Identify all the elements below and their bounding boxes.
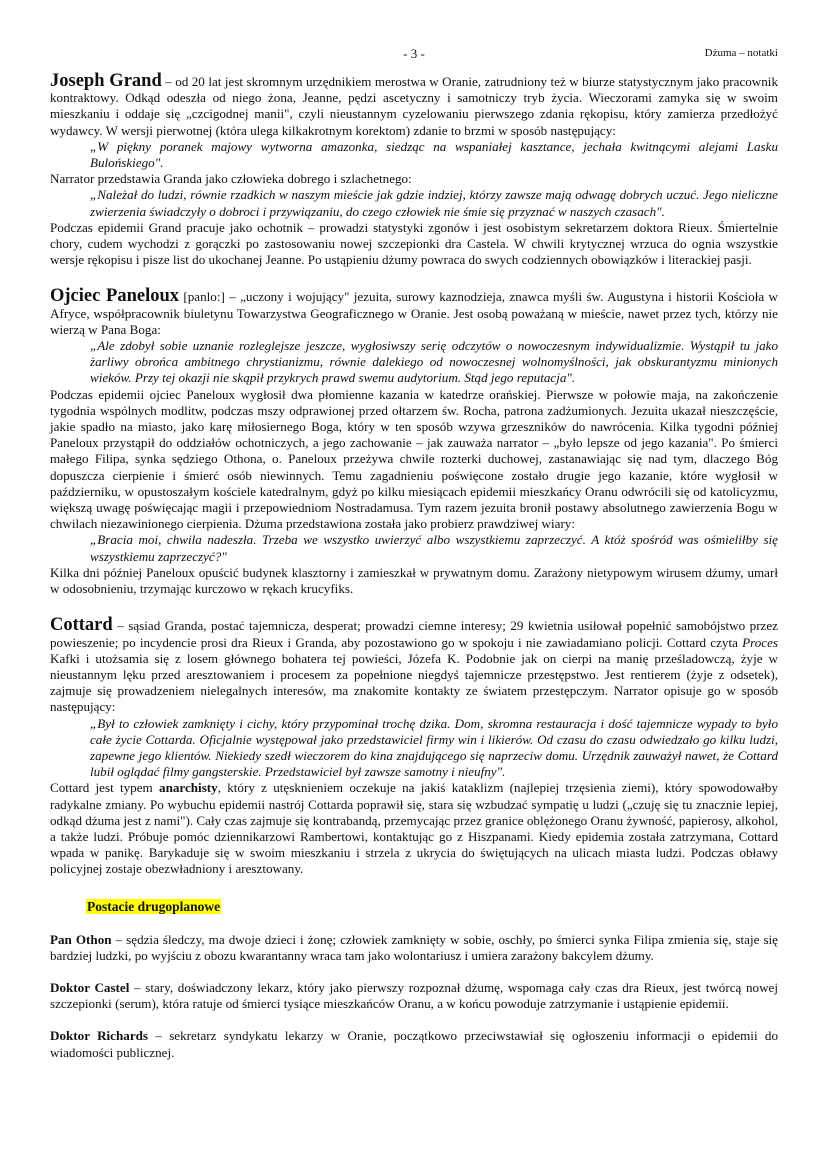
paragraph: Narrator przedstawia Granda jako człowieka dobrego i szlachetnego: <box>50 171 412 187</box>
page-number: - 3 - <box>403 46 425 61</box>
paragraph <box>50 932 778 964</box>
secondary-characters-heading: Postacie drugoplanowe <box>87 898 221 914</box>
paragraph-text: – sekretarz syndykatu lekarzy w Oranie, początkowo przeciwstawiał się ogłoszeniu informacji o epidemii do wiadomości publicznej. <box>50 1028 778 1060</box>
paragraph: Podczas epidemii ojciec Paneloux wygłosił dwa płomienne kazania w katedrze orańskiej. Pierwsze w połowie maja, na zakończenie tygodnia wspólnych modlitw, podczas mszy odprawionej przed ołtarzem św. Rocha, patrona zadżumionych. Jezuita ukazał nieszczęście, jakie spadło na miasto, jako karę miłosiernego Boga, który w ten sposób wzywa grzeszników do nawrócenia. Kilka tygodni później Paneloux przystąpił do oddziałów ochotniczych, a jego zachowanie – jak zauważa narrator – „było lepsze od jego kazania". Po śmierci małego Filipa, synka sędziego Othona, o. Paneloux przeżywa chwile rozterki duchowej, zastanawiając się nad tym, dlaczego Bóg dopuszcza cierpienie i śmierć osób niewinnych. Temu zagadnieniu poświęcone zostało drugie jego kazanie, które wygłosił w październiku, w opustoszałym kościele katedralnym, gdyż po kilku miesiącach epidemii mieszkańcy Oranu odwrócili się od katolicyzmu, większą uwagę poświęcając magii i przepowiedniom Nostradamusa. Tym razem jezuita bronił postawy absolutnego zawierzenia Bogu w chwilach niezawinionego cierpienia. Dżuma przedstawiona została jako probierz prawdziwej wiary: <box>50 386 778 532</box>
paragraph <box>50 980 778 1012</box>
section-pan-othon <box>50 932 778 964</box>
paragraph <box>50 288 778 338</box>
section-doktor-richards <box>50 1028 778 1060</box>
emphasis: anarchisty <box>159 780 218 796</box>
quote: „Ale zdobył sobie uznanie rozleglejsze jeszcze, wygłosiwszy serię odczytów o nowoczesnym indywidualizmie. Wystąpił tu jako żarliwy obrońca ambitnego chrystianizmu, równie dalekiego od nowoczesnej wolnomyślności, jak obskurantyzmu minionych wieków. Przy tej okazji nie skąpił przykrych prawd swemu audytorium. Stąd jego reputacja". <box>90 338 778 386</box>
paragraph-text: – „uczony i wojujący" jezuita, surowy kaznodzieja, znawca myśli św. Augustyna i historii Kościoła w Afryce, współpracownik biuletynu Towarzystwa Geograficznego w Oranie. Jest osobą poważaną w mieście, nawet przez tych, którzy nie wierzą w Pana Boga: <box>50 289 778 337</box>
book-title: Proces <box>742 634 778 650</box>
paragraph <box>50 780 778 877</box>
paragraph-text: , który z utęsknieniem oczekuje na jakiś kataklizm (najlepiej trzęsienia ziemi), który spowodowałby radykalne zmiany. Po wybuchu epidemii nastrój Cottarda poprawił się, stara się wzbudzać sympatię u ludzi („czuję się tu znacznie lepiej, odkąd dżuma jest z nami"). Cały czas zajmuje się kontrabandą, przemycając przez granice oblężonego Oranu żywność, papierosy, alkohol, a także ludzi. Próbuje pomóc dziennikarzowi Rambertowi, kontaktując go z Hiszpanami. Kiedy epidemia została zatrzymana, Cottard wpada w panikę. Barykaduje się w swoim mieszkaniu i strzela z ukrycia do świętujących na ulicach miasta ludzi. Podczas obławy policyjnej zostaje obezwładniony i aresztowany. <box>50 780 778 877</box>
section-ojciec-paneloux <box>50 288 778 597</box>
character-name: Cottard <box>50 615 113 636</box>
paragraph-text: – stary, doświadczony lekarz, który jako pierwszy rozpoznał dżumę, wspomaga cały czas dra Rieux, jest twórcą nowej szczepionki (serum), która ratuje od śmierci tysiące mieszkańców Oranu, a w końcu powoduje zatrzymanie i ustąpienie epidemii. <box>50 979 779 1012</box>
paragraph: Podczas epidemii Grand pracuje jako ochotnik – prowadzi statystyki zgonów i jest osobistym sekretarzem doktora Rieux. Śmiertelnie chory, cudem wychodzi z gorączki po zastosowaniu nowej szczepionki dra Castela. W chwili krytycznej wrzuca do ognia wszystkie wersje rękopisu i pisze list do ukochanej Jeanne. Po ustąpieniu dżumy powraca do swych codziennych obowiązków i literackiej pasji. <box>50 219 778 268</box>
quote: „Był to człowiek zamknięty i cichy, który przypominał trochę dzika. Dom, skromna restauracja i dość tajemnicze wypady to było całe życie Cottarda. Oficjalnie występował jako przedstawiciel firmy win i likierów. Od czasu do czasu odwiedzało go kilku ludzi, zapewne jego klientów. Niekiedy szedł wieczorem do kina znajdującego się naprzeciw domu. Urzędnik zauważył nawet, że Cottard lubił oglądać filmy gangsterskie. Przedstawiciel był zawsze samotny i nieufny". <box>90 715 778 780</box>
character-name: Pan Othon <box>50 931 112 947</box>
character-name: Ojciec Paneloux <box>50 286 180 307</box>
running-title: Dżuma – notatki <box>704 47 778 59</box>
paragraph-text: – sędzia śledczy, ma dwoje dzieci i żonę; człowiek zamknięty w sobie, oschły, po śmierci synka Filipa zmienia się, staje się bardziej ludzki, po wyjściu z obozu kwarantanny wraca tam jako wolontariusz i umiera zarażony bakcylem dżumy. <box>50 931 778 963</box>
character-name: Doktor Richards <box>50 1028 149 1044</box>
character-name: Joseph Grand <box>50 71 162 91</box>
secondary-characters-heading-wrap <box>86 898 778 916</box>
paragraph-text: Cottard jest typem <box>50 780 160 796</box>
paragraph-text: – od 20 lat jest skromnym urzędnikiem merostwa w Oranie, zatrudniony też w biurze statystycznym jako pracownik kontraktowy. Odkąd odeszła od niego żona, Jeanne, pędzi ascetyczny i samotniczy tryb życia. Wieczorami zamyka się w swoim mieszkaniu i oddaje się „czcigodnej manii", czyli nieustannym cyzelowaniu pierwszego zdania rękopisu, który zamierza przedłożyć wydawcy. W wersji pierwotnej (która ulega kilkakrotnym korektom) zdanie to brzmi w sposób następujący: <box>50 74 778 138</box>
paragraph-text: Kafki i utożsamia się z losem głównego bohatera tej powieści, Józefa K. Podobnie jak on cierpi na manię prześladowczą, żyje w nieustannym lęku przed aresztowaniem i procesem za popełnione niegdyś tajemnicze przestępstwo. Jest rentierem (żyje z odsetek), zajmuje się prowadzeniem nielegalnych interesów, ma znakomite kontakty ze światem przestępczym. Narrator opisuje go w sposób następujący: <box>50 650 778 715</box>
paragraph-text: – sąsiad Granda, postać tajemnicza, desperat; prowadzi ciemne interesy; 29 kwietnia usiłował popełnić samobójstwo przez powieszenie; po incydencie prosi dra Rieux i Granda, aby pozostawiono go w spokoju i nie zawiadamiano policji. Cottard czyta <box>50 618 778 650</box>
section-cottard <box>50 617 778 877</box>
section-doktor-castel <box>50 980 778 1012</box>
page-header <box>50 46 778 62</box>
pronunciation: [panlo:] <box>179 289 225 305</box>
document-body <box>50 73 778 1077</box>
paragraph <box>50 617 778 715</box>
character-name: Doktor Castel <box>50 979 130 995</box>
section-joseph-grand <box>50 73 778 268</box>
paragraph <box>50 1028 778 1060</box>
quote: „Należał do ludzi, równie rzadkich w naszym mieście jak gdzie indziej, którzy zawsze mają odwagę dobrych uczuć. Jego nieliczne zwierzenia świadczyły o dobroci i przywiązaniu, do czego człowiek nie śmie się przyznać w naszych czasach". <box>90 187 778 219</box>
paragraph <box>50 73 778 139</box>
quote: „W piękny poranek majowy wytworna amazonka, siedząc na wspaniałej kasztance, jechała kwitnącymi alejami Lasku Bulońskiego". <box>90 138 778 171</box>
quote: „Bracia moi, chwila nadeszła. Trzeba we wszystko uwierzyć albo wszystkiemu zaprzeczyć. A któż spośród was ośmieliłby się wszystkiemu zaprzeczyć?" <box>90 532 778 564</box>
paragraph: Kilka dni później Paneloux opuścić budynek klasztorny i zamieszkał w prywatnym domu. Zarażony nietypowym wirusem dżumy, umarł w odosobnieniu, trzymając kurczowo w rękach krucyfiks. <box>50 564 778 597</box>
